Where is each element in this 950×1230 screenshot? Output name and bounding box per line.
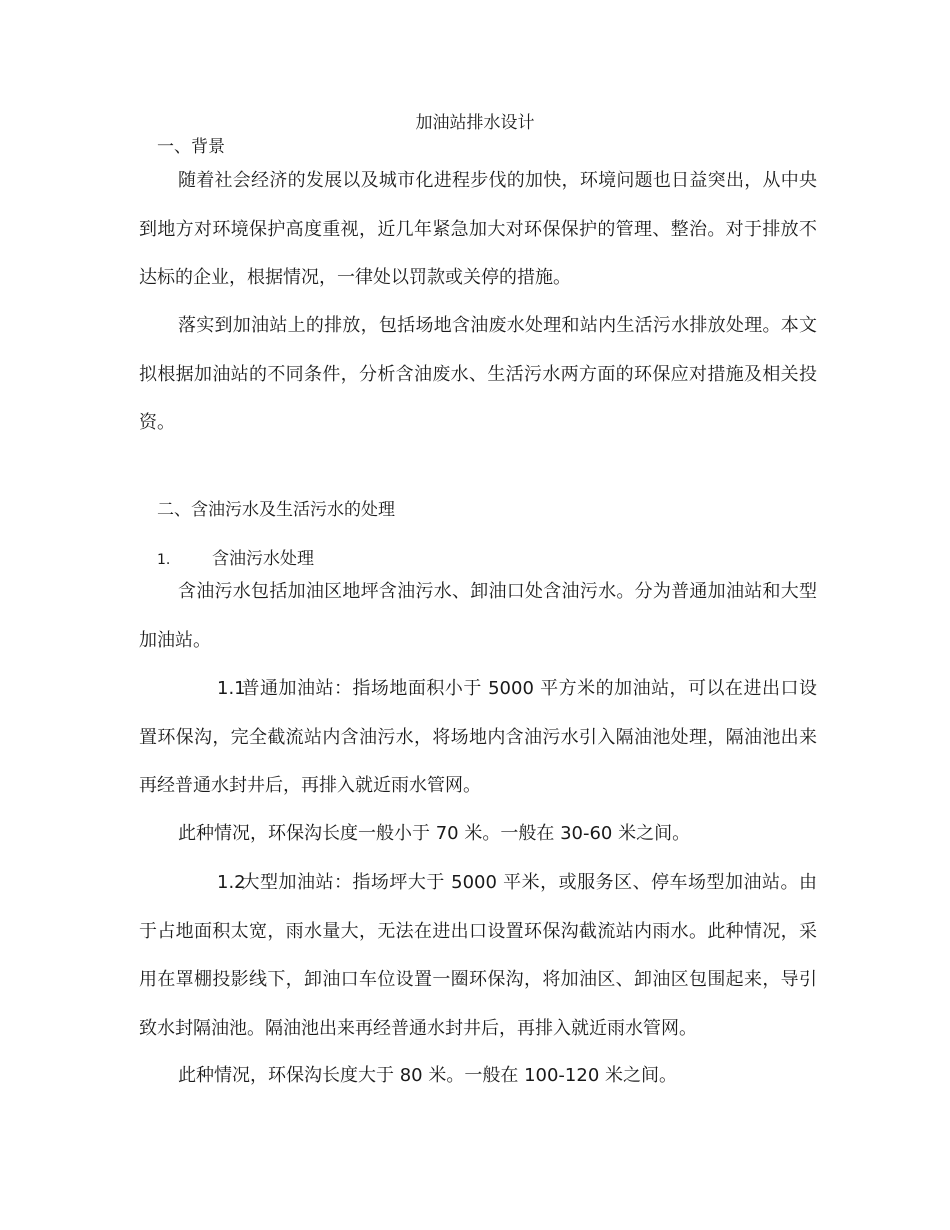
section-2-heading: 二、含油污水及生活污水的处理: [157, 500, 395, 520]
item-1-2-note: 此种情况，环保沟长度大于 80 米。一般在 100-120 米之间。: [178, 1065, 677, 1086]
section-1-paragraph-2: 落实到加油站上的排放，包括场地含油废水处理和站内生活污水排放处理。本文拟根据加油站的不同条件，分析含油废水、生活污水两方面的环保应对措施及相关投资。: [139, 315, 817, 433]
subsection-1-title: 含油污水处理: [212, 549, 314, 569]
section-1-heading: 一、背景: [157, 137, 225, 157]
item-1-2-paragraph: [139, 859, 817, 1053]
subsection-1-intro: 含油污水包括加油区地坪含油污水、卸油口处含油污水。分为普通加油站和大型加油站。: [139, 581, 817, 651]
subsection-1-number: 1.: [157, 552, 171, 568]
section-1-paragraph-1: 随着社会经济的发展以及城市化进程步伐的加快，环境问题也日益突出，从中央到地方对环境保护高度重视，近几年紧急加大对环保保护的管理、整治。对于排放不达标的企业，根据情况，一律处以罚款或关停的措施。: [139, 170, 817, 288]
item-1-1-note: 此种情况，环保沟长度一般小于 70 米。一般在 30-60 米之间。: [178, 823, 691, 844]
item-1-1-paragraph: [139, 665, 817, 811]
item-1-2-text: 大型加油站：指场坪大于 5000 平米，或服务区、停车场型加油站。由于占地面积太宽，雨水量大，无法在进出口设置环保沟截流站内雨水。此种情况，采用在罩棚投影线下，卸油口车位设置一圈环保沟，将加油区、卸油区包围起来，导引致水封隔油池。隔油池出来再经普通水封井后，再排入就近雨水管网。: [139, 872, 817, 1039]
item-1-2-number: 1.2: [217, 872, 246, 893]
item-1-1-text: 普通加油站：指场地面积小于 5000 平方米的加油站，可以在进出口设置环保沟，完全截流站内含油污水，将场地内含油污水引入隔油池处理，隔油池出来再经普通水封井后，再排入就近雨水管网。: [139, 678, 817, 796]
item-1-1-number: 1.1: [217, 678, 246, 699]
document-title: 加油站排水设计: [415, 113, 535, 133]
